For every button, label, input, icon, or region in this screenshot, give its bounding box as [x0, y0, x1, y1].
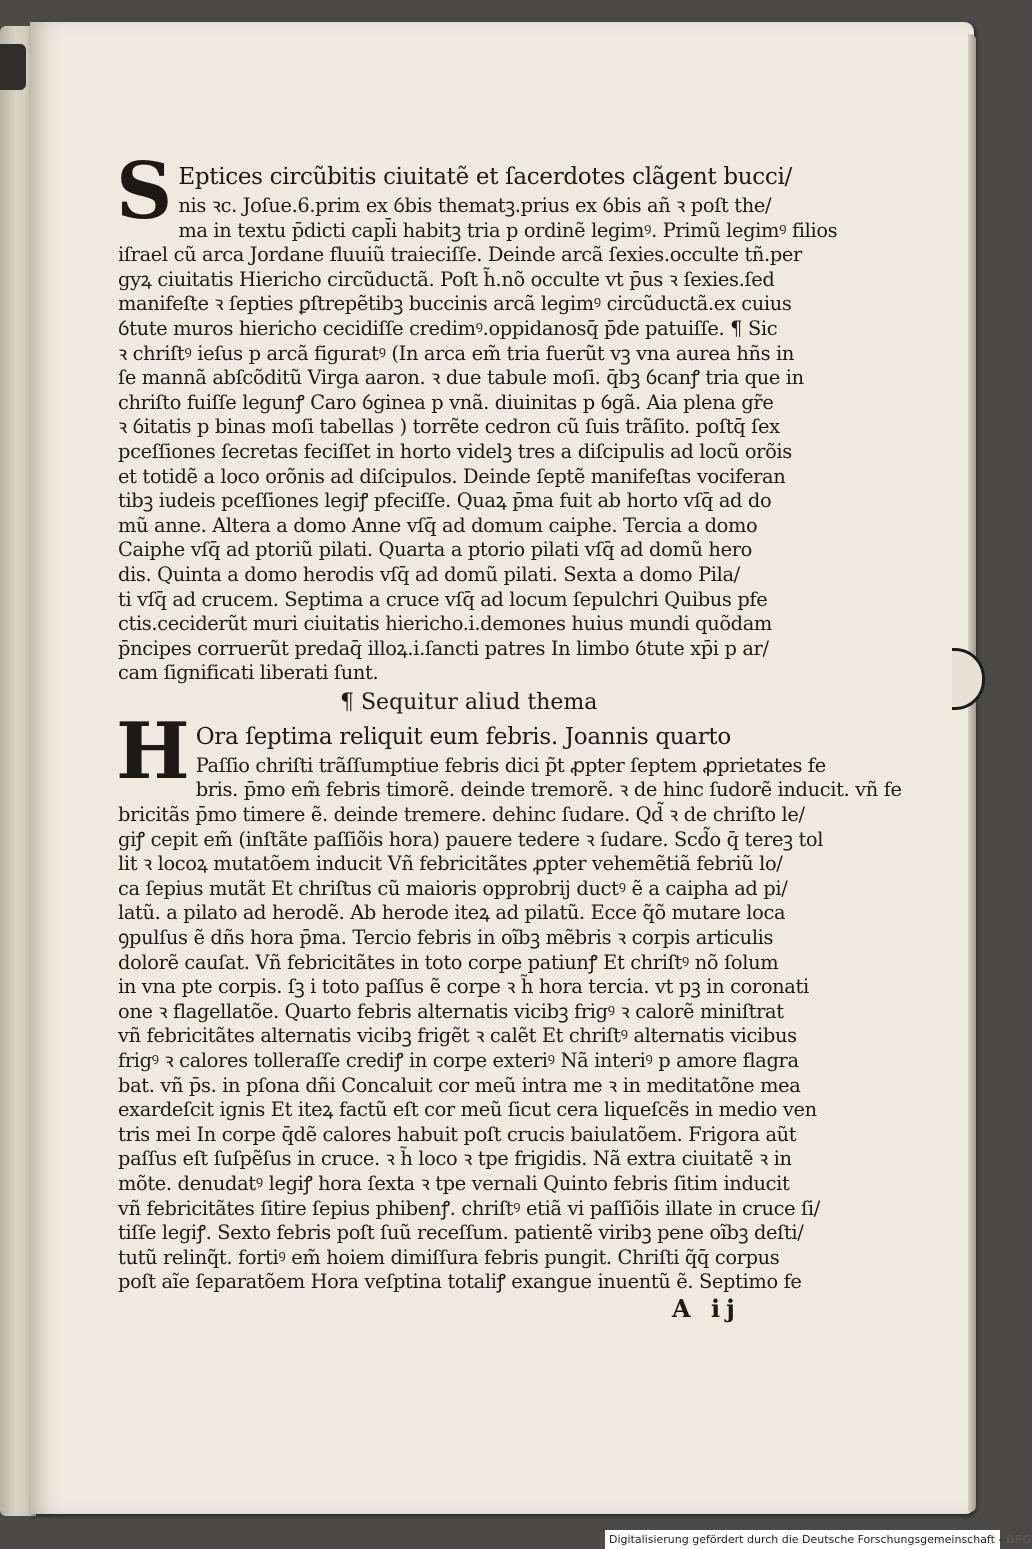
text-line: ỽtute muros hiericho cecidiſſe credimꝰ.oppidanosq̄ p̄de patuiſſe. ¶ Sic	[118, 316, 778, 340]
text-line: p̄ncipes corruerũt predaq̄ illoꝝ.i.ſancti patres In limbo ỽtute xp̄i p ar/	[118, 636, 769, 660]
text-line: Caiphe vſq̄ ad ptoriũ pilati. Quarta a ptorio pilati vſq̄ ad domũ hero	[118, 538, 752, 562]
text-line: iſrael cũ arca Jordane fluuiũ traieciſſe. Deinde arcã ſexies.occulte tñ.per	[118, 243, 802, 267]
initial-capital-s: S	[116, 146, 173, 237]
text-line: vñ febricitãtes alternatis vicibꝫ frigẽt ꝛ calẽt Et chriſtꝰ alternatis vicibus	[118, 1024, 797, 1048]
text-line: ꝯpulſus ẽ dñs hora p̄ma. Tercio febris in oĩbꝫ mẽbris ꝛ corpis articulis	[118, 926, 774, 950]
text-line: bris. p̄mo em̃ febris timorẽ. deinde tremorẽ. ꝛ de hinc ſudorẽ inducit. vñ fe	[195, 778, 902, 802]
section-heading: ¶ Sequitur aliud thema	[340, 689, 598, 715]
digitization-footer	[605, 1530, 1032, 1549]
text-line: poſt aĩe ſeparatõem Hora veſptina totaliꝭ exangue inuentũ ẽ. Septimo fe	[118, 1270, 802, 1294]
text-line: manifeſte ꝛ ſepties ꝑſtrepẽtibꝫ buccinis arcã legimꝰ circũductã.ex cuius	[118, 292, 792, 316]
text-line: bat. vñ p̄s. in pſona dñi Concaluit cor meũ intra me ꝛ in meditatõne mea	[118, 1073, 801, 1097]
text-line: Eptices circũbitis ciuitatẽ et ſacerdotes clãgent bucci/	[178, 164, 792, 190]
footer-text: Digitalisierung gefördert durch die Deutsche Forschungsgemeinschaft -	[609, 1533, 1003, 1546]
text-line: ꝛ chriſtꝰ ieſus p arcã figuratꝰ (In arca em̃ tria fuerũt vꝫ vna aurea hñs in	[118, 341, 795, 365]
page-tab-marker	[952, 648, 985, 710]
text-line: gyꝝ ciuitatis Hiericho circũductã. Poſt h̃.nõ occulte vt p̄us ꝛ ſexies.ſed	[118, 267, 775, 291]
text-line: cam ſignificati liberati ſunt.	[118, 661, 379, 685]
text-line: tiſſe legiꝭ. Sexto febris poſt ſuũ receſſum. patientẽ viribꝫ pene oĩbꝫ deſti/	[118, 1221, 804, 1245]
signature-mark: A ij	[672, 1294, 741, 1323]
text-line: ſe mannã abſcõditũ Virga aaron. ꝛ due tabule moſi. q̄bꝫ ỽcanꝭ tria que in	[118, 366, 804, 390]
text-line: chriſto fuiſſe legunꝭ Caro ỽginea p vnã. diuinitas p ỽgã. Aia plena gr̃e	[118, 390, 774, 414]
text-line: ti vſq̄ ad crucem. Septima a cruce vſq̄ ad locum ſepulchri Quibus pfe	[118, 587, 768, 611]
text-line: tibꝫ iudeis pceſſiones legiꝭ pfeciſſe. Quaꝝ p̄ma fuit ab horto vſq̄ ad do	[118, 489, 772, 513]
text-line: one ꝛ flagellatõe. Quarto febris alternatis vicibꝫ frigꝰ ꝛ calorẽ miniſtrat	[118, 999, 784, 1023]
text-line: tutũ relinq̃t. fortiꝰ em̃ hoiem dimiſſura febris pungit. Chriſti q̃q̄ corpus	[118, 1245, 780, 1269]
initial-capital-h: H	[116, 705, 190, 797]
text-line: ca ſepius mutãt Et chriſtus cũ maioris opprobrij ductꝰ ẽ a caipha ad pi/	[118, 876, 788, 900]
text-line: mõte. denudatꝰ legiꝭ hora ſexta ꝛ tpe vernali Quinto febris ſitim inducit	[118, 1171, 790, 1195]
text-line: nis ꝛc. Joſue.6.prim ex ỽbis thematꝫ.prius ex ỽbis añ ꝛ poſt the/	[178, 194, 772, 217]
text-line: pceſſiones ſecretas feciſſet in horto videlꝫ tres a diſcipulis ad locũ orõis	[118, 439, 792, 463]
book-clip	[0, 44, 26, 90]
dfg-logo: DFG	[1005, 1533, 1032, 1546]
text-line: tris mei In corpe q̄dẽ calores habuit poſt crucis baiulatõem. Frigora aũt	[118, 1122, 797, 1146]
page-fore-edge	[968, 34, 976, 1512]
text-line: vñ febricitãtes ſitire ſepius phibenꝭ. chriſtꝰ etiã vi paſſiõis illate in cruce ſi/	[118, 1196, 820, 1220]
text-line: Paſſio chriſti trãſſumptiue febris dici p̃t ꝓpter ſeptem ꝓprietates fe	[195, 753, 826, 777]
text-line: bricitãs p̄mo timere ẽ. deinde tremere. dehinc ſudare. Qd̃ ꝛ de chriſto le/	[118, 803, 805, 827]
text-line: et totidẽ a loco orõnis ad diſcipulos. Deinde ſeptẽ manifeſtas vociferan	[118, 464, 786, 488]
text-line: ꝛ ỽitatis p binas moſi tabellas ) torrẽte cedron cũ ſuis trãſito. poſtq̄ ſex	[118, 415, 780, 439]
text-line: ctis.ceciderũt muri ciuitatis hiericho.i.demones huius mundi quõdam	[118, 612, 772, 636]
paragraph-2	[116, 705, 902, 1295]
text-line: paſſus eſt ſuſpẽſus in cruce. ꝛ h̃ loco ꝛ tpe frigidis. Nã extra ciuitatẽ ꝛ in	[118, 1147, 792, 1171]
text-line: in vna pte corpis. ſꝫ i toto paſſus ẽ corpe ꝛ h̃ hora tercia. vt pꝫ in coronati	[118, 975, 809, 999]
text-line: dolorẽ cauſat. Vñ febricitãtes in toto corpe patiunꝭ Et chriſtꝰ nõ ſolum	[118, 950, 779, 974]
paragraph-1	[116, 146, 838, 686]
text-line: lit ꝛ locoꝝ mutatõem inducit Vñ febricitãtes ꝓpter vehemẽtiã febriũ lo/	[118, 852, 783, 876]
text-line: latũ. a pilato ad herodẽ. Ab herode iteꝝ ad pilatũ. Ecce q̃õ mutare loca	[118, 901, 786, 925]
text-line: ma in textu p̄dicti capl̄i habitꝫ tria p ordinẽ legimꝰ. Primũ legimꝰ filios	[178, 218, 838, 242]
text-line: mũ anne. Altera a domo Anne vſq̄ ad domum caiphe. Tercia a domo	[118, 513, 758, 537]
text-line: Ora ſeptima reliquit eum febris. Joannis quarto	[195, 723, 731, 750]
text-line: dis. Quinta a domo herodis vſq̄ ad domũ pilati. Sexta a domo Pila/	[118, 562, 740, 586]
text-line: giꝭ cepit em̃ (inſtãte paſſiõis hora) pauere tedere ꝛ ſudare. Scd̃o q̄ tereꝫ tol	[118, 827, 824, 851]
page-text	[116, 146, 902, 1295]
text-line: frigꝰ ꝛ calores tolleraſſe crediꝭ in corpe exteriꝰ Nã interiꝰ p amore flagra	[118, 1049, 799, 1072]
text-line: exardeſcit ignis Et iteꝝ factũ eſt cor meũ ſicut cera liqueſcẽs in medio ven	[118, 1098, 817, 1122]
